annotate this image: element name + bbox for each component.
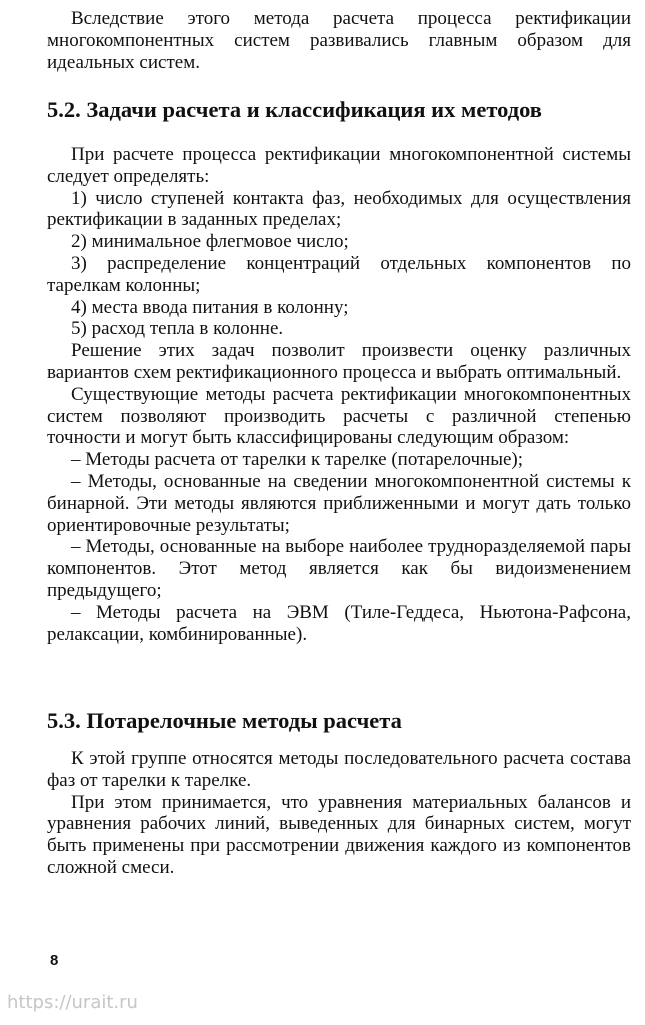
list-item: 3) распределение концентраций отдельных компонентов по тарелкам колонны; <box>47 252 631 296</box>
section-5-2-lead-paragraph: При расчете процесса ректификации многокомпонентной системы следует определять: <box>47 144 631 187</box>
source-watermark: https://urait.ru <box>7 992 138 1013</box>
list-item: 1) число ступеней контакта фаз, необходимых для осуществления ректификации в заданных пределах; <box>47 187 631 231</box>
list-item: 5) расход тепла в колонне. <box>71 318 284 340</box>
list-item: 2) минимальное флегмовое число; <box>71 231 349 253</box>
section-5-2-heading: 5.2. Задачи расчета и классификация их методов <box>47 97 542 122</box>
method-list-item: – Методы, основанные на сведении многокомпонентной системы к бинарной. Эти методы являются приближенными и могут дать только ориентировочные результаты; <box>47 470 631 536</box>
intro-paragraph: Вследствие этого метода расчета процесса ректификации многокомпонентных систем развивались главным образом для идеальных систем. <box>47 8 631 73</box>
section-5-3-heading: 5.3. Потарелочные методы расчета <box>47 708 402 733</box>
methods-intro-paragraph: Существующие методы расчета ректификации многокомпонентных систем позволяют производить расчеты с различной степенью точности и могут быть классифицированы следующим образом: <box>47 383 631 449</box>
section-5-3-paragraph-2: При этом принимается, что уравнения материальных балансов и уравнения рабочих линий, выведенных для бинарных систем, могут быть применены при рассмотрении движения каждого из компонентов сложной смеси. <box>47 791 631 878</box>
page-number: 8 <box>50 952 59 969</box>
method-list-item: – Методы расчета на ЭВМ (Тиле-Геддеса, Ньютона-Рафсона, релаксации, комбинированные). <box>47 601 631 645</box>
method-list-item: – Методы, основанные на выборе наиболее трудноразделяемой пары компонентов. Этот метод является как бы видоизменением предыдущего; <box>47 536 631 601</box>
section-5-3-paragraph-1: К этой группе относятся методы последовательного расчета состава фаз от тарелки к тарелке. <box>47 748 631 791</box>
list-item: 4) места ввода питания в колонну; <box>71 296 349 318</box>
section-5-2-body <box>47 144 631 645</box>
section-5-3-body <box>47 748 631 879</box>
method-list-item: – Методы расчета от тарелки к тарелке (потарелочные); <box>71 449 524 471</box>
intro-text-block <box>47 8 631 73</box>
solution-paragraph: Решение этих задач позволит произвести оценку различных вариантов схем ректификационного процесса и выбрать оптимальный. <box>47 340 631 383</box>
